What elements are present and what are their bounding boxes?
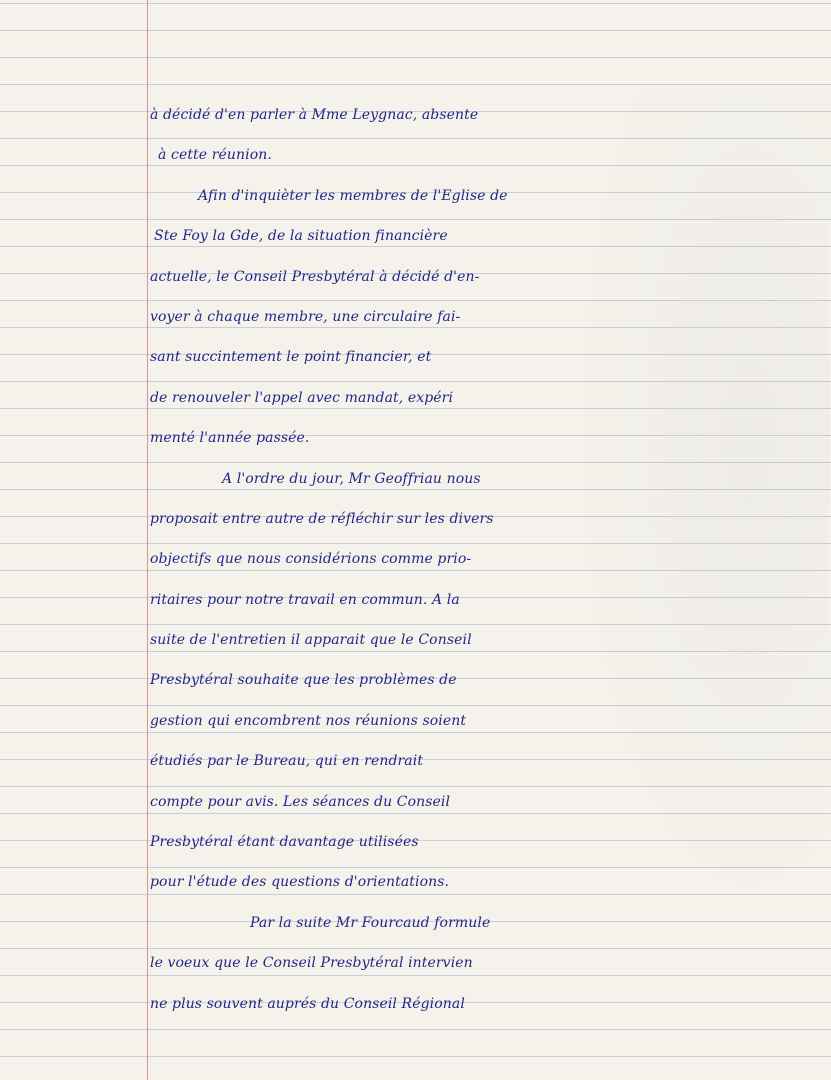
margin-line — [147, 0, 148, 1080]
text-line: le voeux que le Conseil Presbytéral intervien — [150, 955, 473, 972]
text-line: actuelle, le Conseil Presbytéral à décidé d'en- — [150, 268, 480, 285]
text-line: Par la suite Mr Fourcaud formule — [250, 914, 491, 931]
text-line: Afin d'inquièter les membres de l'Eglise de — [198, 187, 508, 204]
text-line: pour l'étude des questions d'orientations. — [150, 874, 450, 891]
handwritten-text — [150, 95, 828, 1024]
text-line: à décidé d'en parler à Mme Leygnac, absente — [150, 107, 479, 123]
text-line: gestion qui encombrent nos réunions soient — [150, 712, 467, 729]
text-line: à cette réunion. — [158, 147, 272, 164]
text-line: ne plus souvent auprés du Conseil Régional — [150, 995, 465, 1012]
text-line: ritaires pour notre travail en commun. A la — [150, 591, 460, 608]
text-line: objectifs que nous considérions comme prio- — [150, 551, 472, 568]
text-line: Presbytéral souhaite que les problèmes de — [150, 672, 457, 689]
text-line: Presbytéral étant davantage utilisées — [150, 834, 419, 851]
text-line: compte pour avis. Les séances du Conseil — [150, 793, 451, 810]
text-line: étudiés par le Bureau, qui en rendrait — [150, 753, 424, 770]
text-line: menté l'année passée. — [150, 430, 310, 447]
text-line: proposait entre autre de réfléchir sur les divers — [150, 510, 494, 527]
text-line: Ste Foy la Gde, de la situation financière — [154, 228, 448, 245]
text-line: de renouveler l'appel avec mandat, expéri — [150, 389, 454, 406]
text-line: A l'ordre du jour, Mr Geoffriau nous — [222, 470, 481, 487]
text-line: suite de l'entretien il apparait que le Conseil — [150, 632, 472, 649]
text-line: voyer à chaque membre, une circulaire fai- — [150, 308, 461, 325]
text-line: sant succintement le point financier, et — [150, 349, 432, 366]
